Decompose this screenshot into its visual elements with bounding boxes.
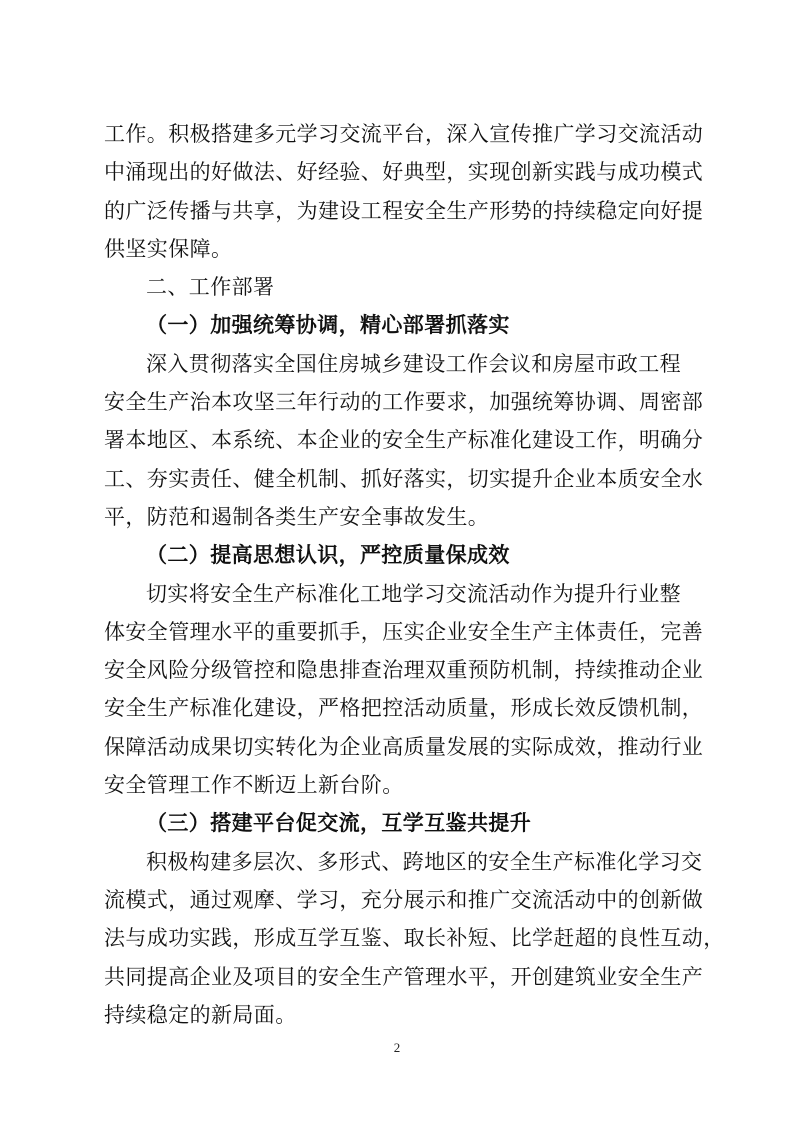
paragraph-line: 工作。积极搭建多元学习交流平台，深入宣传推广学习交流活动 [104, 122, 704, 146]
paragraph-line: 供坚实保障。 [104, 236, 233, 261]
page-number: 2 [393, 1040, 401, 1055]
paragraph-line: 积极构建多层次、多形式、跨地区的安全生产标准化学习交 [146, 849, 703, 874]
subsection-heading: （一）加强统筹协调，精心部署抓落实 [146, 312, 510, 338]
paragraph-line: 体安全管理水平的重要抓手，压实企业安全生产主体责任，完善 [104, 619, 704, 644]
section-heading: 二、工作部署 [146, 275, 275, 300]
paragraph-line: 流模式，通过观摩、学习，充分展示和推广交流活动中的创新做 [104, 887, 704, 912]
paragraph-line: 法与成功实践，形成互学互鉴、取长补短、比学赶超的良性互动， [104, 926, 725, 951]
document-body [104, 115, 725, 1034]
paragraph-line: 安全管理工作不断迈上新台阶。 [104, 773, 404, 798]
paragraph-line: 共同提高企业及项目的安全生产管理水平，开创建筑业安全生产 [104, 964, 704, 989]
paragraph-line: 保障活动成果切实转化为企业高质量发展的实际成效，推动行业 [104, 734, 704, 759]
paragraph-line: 中涌现出的好做法、好经验、好典型，实现创新实践与成功模式 [104, 160, 704, 185]
paragraph-line: 安全风险分级管控和隐患排查治理双重预防机制，持续推动企业 [104, 658, 704, 683]
paragraph-line: 安全生产治本攻坚三年行动的工作要求，加强统筹协调、周密部 [104, 390, 704, 415]
subsection-heading: （二）提高思想认识，严控质量保成效 [146, 542, 510, 568]
paragraph-line: 安全生产标准化建设，严格把控活动质量，形成长效反馈机制， [104, 696, 704, 721]
paragraph-line: 工、夯实责任、健全机制、抓好落实，切实提升企业本质安全水 [104, 466, 704, 491]
subsection-heading: （三）搭建平台促交流，互学互鉴共提升 [146, 810, 532, 836]
paragraph-line: 深入贯彻落实全国住房城乡建设工作会议和房屋市政工程 [146, 351, 681, 376]
paragraph-line: 平，防范和遏制各类生产安全事故发生。 [104, 504, 490, 529]
paragraph-line: 持续稳定的新局面。 [104, 1002, 297, 1027]
paragraph-line: 署本地区、本系统、本企业的安全生产标准化建设工作，明确分 [104, 428, 704, 453]
paragraph-line: 的广泛传播与共享，为建设工程安全生产形势的持续稳定向好提 [104, 198, 704, 223]
paragraph-line: 切实将安全生产标准化工地学习交流活动作为提升行业整 [146, 581, 681, 606]
